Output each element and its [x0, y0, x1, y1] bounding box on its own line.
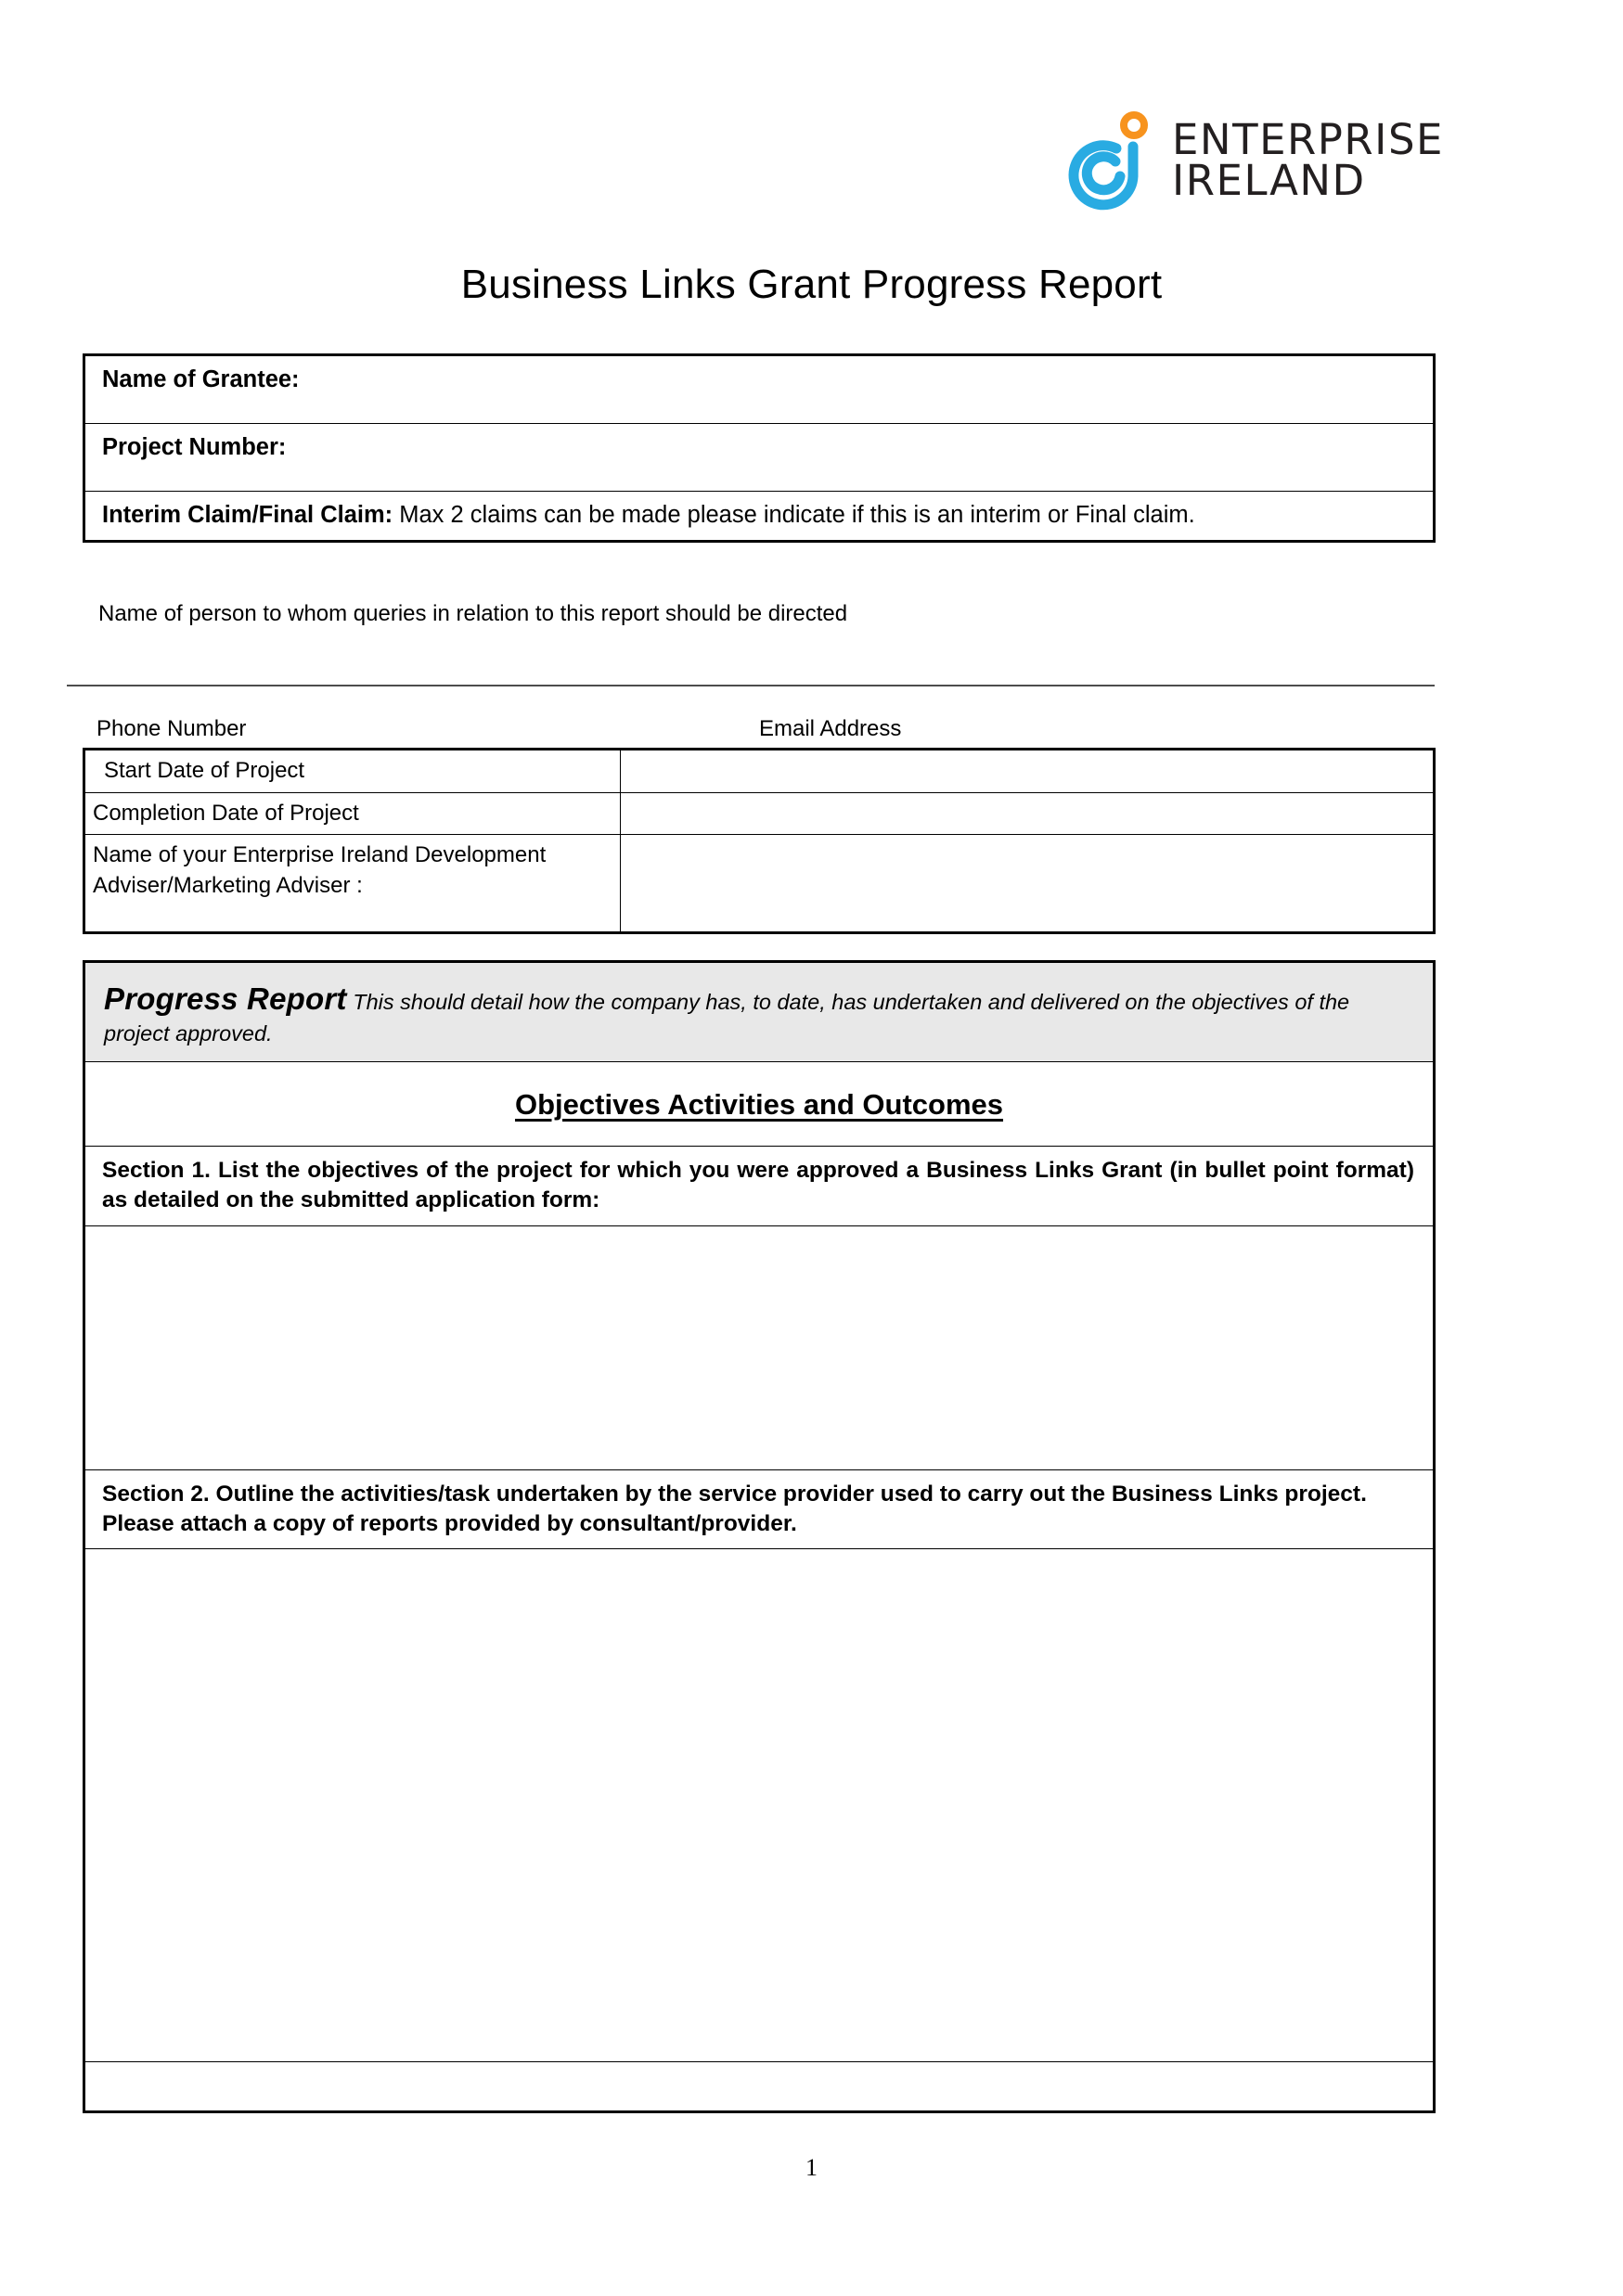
table-row — [84, 835, 1435, 933]
query-contact-label: Name of person to whom queries in relation to this report should be directed — [98, 601, 848, 626]
section-2-prompt-line2: Please attach a copy of reports provided by consultant/provider. — [102, 1511, 797, 1537]
objectives-heading: Objectives Activities and Outcomes — [514, 1088, 1004, 1122]
email-address-label: Email Address — [759, 716, 902, 741]
progress-report-heading: Progress Report — [104, 981, 347, 1016]
section-1-prompt-cell — [84, 1147, 1435, 1226]
project-number-label: Project Number: — [102, 434, 287, 460]
start-date-label-cell — [84, 750, 621, 793]
section-2-prompt-line1: Section 2. Outline the activities/task undertaken by the service provider used to carry out the Business Links project. — [102, 1481, 1367, 1507]
claim-label: Interim Claim/Final Claim: — [102, 502, 393, 528]
table-row — [84, 1147, 1435, 1226]
table-row — [84, 2062, 1435, 2112]
completion-date-value-cell[interactable] — [621, 792, 1435, 835]
section-1-answer-area[interactable] — [84, 1225, 1435, 1469]
adviser-value-cell[interactable] — [621, 835, 1435, 933]
progress-report-table — [83, 960, 1436, 2113]
trailing-answer-area[interactable] — [84, 2062, 1435, 2112]
logo-text-line2: IRELAND — [1172, 156, 1366, 205]
page-number: 1 — [805, 2154, 818, 2181]
table-row — [84, 1549, 1435, 2062]
table-row — [84, 1225, 1435, 1469]
section-2-prompt-cell — [84, 1469, 1435, 1549]
start-date-value-cell[interactable] — [621, 750, 1435, 793]
progress-report-header-cell — [84, 962, 1435, 1062]
claim-type-cell[interactable] — [84, 492, 1435, 542]
table-row — [84, 355, 1435, 424]
table-row — [84, 750, 1435, 793]
project-dates-table — [83, 748, 1436, 934]
table-row — [84, 424, 1435, 492]
section-1-prompt: Section 1. List the objectives of the project for which you were approved a Business Links Grant (in bullet point format) as detailed on the submitted application form: — [102, 1158, 1414, 1213]
enterprise-ireland-spiral-icon — [1063, 109, 1152, 212]
adviser-label-cell — [84, 835, 621, 933]
table-row — [84, 1062, 1435, 1147]
table-row — [84, 792, 1435, 835]
table-row — [84, 1469, 1435, 1549]
start-date-label: Start Date of Project — [104, 758, 305, 783]
grantee-label: Name of Grantee: — [102, 366, 300, 392]
progress-report-note: This should detail how the company has, to date, has undertaken and delivered on the objectives of the project approved. — [104, 990, 1350, 1045]
claim-instruction: Max 2 claims can be made please indicate if this is an interim or Final claim. — [399, 502, 1195, 528]
horizontal-divider — [67, 685, 1435, 686]
identity-table — [83, 353, 1436, 543]
phone-number-label: Phone Number — [97, 716, 247, 741]
project-number-cell[interactable] — [84, 424, 1435, 492]
table-row — [84, 492, 1435, 542]
completion-date-label-cell — [84, 792, 621, 835]
page-title: Business Links Grant Progress Report — [460, 262, 1163, 307]
completion-date-label: Completion Date of Project — [93, 800, 359, 826]
table-row — [84, 962, 1435, 1062]
adviser-label: Name of your Enterprise Ireland Development Adviser/Marketing Adviser : — [93, 842, 547, 898]
grantee-cell[interactable] — [84, 355, 1435, 424]
objectives-heading-cell — [84, 1062, 1435, 1147]
logo-text-line1: ENTERPRISE — [1172, 115, 1444, 165]
section-2-answer-area[interactable] — [84, 1549, 1435, 2062]
enterprise-ireland-logo — [1063, 109, 1444, 212]
